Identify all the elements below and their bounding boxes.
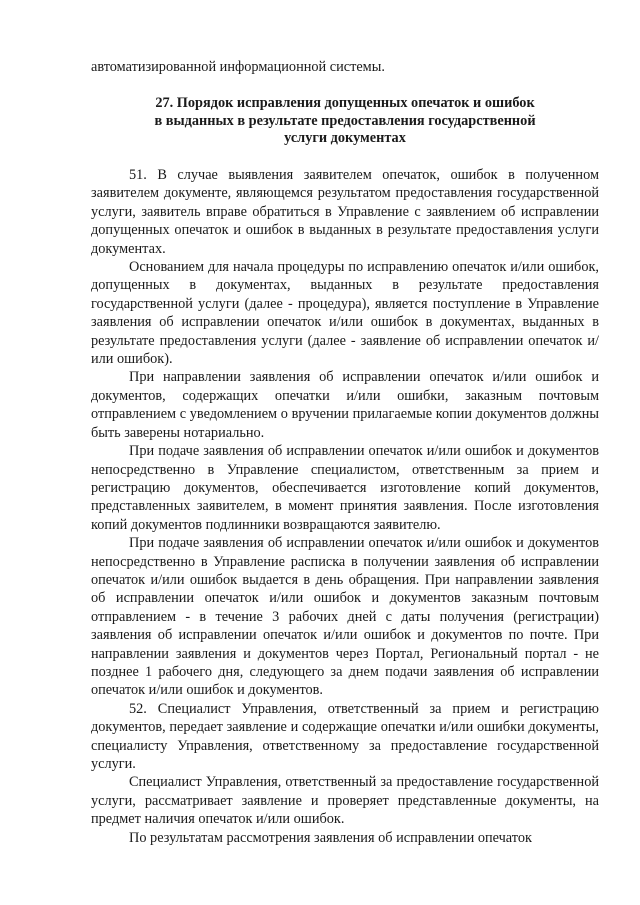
paragraph-results: По результатам рассмотрения заявления об исправлении опечаток — [129, 829, 532, 846]
continuation-text: автоматизированной информационной системы. — [91, 59, 385, 75]
document-page — [91, 58, 599, 847]
document-body — [91, 166, 599, 847]
section-heading-line: услуги документах — [284, 129, 406, 146]
section-heading — [91, 95, 599, 147]
paragraph-mail-submission: При направлении заявления об исправлении опечаток и/или ошибок и документов, содержащих опечатки и/или ошибки, заказным почтовым отправлением с уведомлением о вручении прилагаемые копии документов должны быть заверены нотариально. — [91, 369, 599, 441]
paragraph-direct-submission: При подаче заявления об исправлении опечаток и/или ошибок и документов непосредственно в Управление специалистом, ответственным за прием и регистрацию документов, обеспечивается изготовление копий документов, представленных заявителем, в момент принятия заявления. После изготовления копий документов подлинники возвращаются заявителю. — [91, 443, 599, 533]
paragraph-receipt: При подаче заявления об исправлении опечаток и/или ошибок и документов непосредственно в Управление расписка в получении заявления об исправлении опечаток и/или ошибок выдается в день обращения. При направлении заявления об исправлении опечаток и/или ошибок и документов заказным почтовым отправлением - в течение 3 рабочих дней с даты получения (регистрации) заявления об исправлении опечаток и/или ошибок и документов по почте. При направлении заявления и документов через Портал, Региональный портал - не позднее 1 рабочего дня, следующего за днем подачи заявления об исправлении опечаток и/или ошибок и документов. — [91, 535, 599, 699]
section-heading-line: в выданных в результате предоставления государственной — [154, 112, 536, 129]
paragraph-52: 52. Специалист Управления, ответственный за прием и регистрацию документов, передает заявление и содержащие опечатки и/или ошибки документы, специалисту Управления, ответственному за предоставление государственной услуги. — [91, 700, 599, 773]
paragraph-grounds: Основанием для начала процедуры по исправлению опечаток и/или ошибок, допущенных в документах, выданных в результате предоставления государственной услуги (далее - процедура), является поступление в Управление заявления об исправлении опечаток и/или ошибок в документах, выданных в результате предоставления услуги (далее - заявление об исправлении опечаток и/или ошибок). — [91, 259, 599, 368]
section-heading-line: 27. Порядок исправления допущенных опечаток и ошибок — [155, 95, 535, 112]
paragraph-review: Специалист Управления, ответственный за предоставление государственной услуги, рассматривает заявление и проверяет представленные документы, на предмет наличия опечаток и/или ошибок. — [91, 774, 599, 828]
paragraph-51: 51. В случае выявления заявителем опечаток, ошибок в полученном заявителем документе, являющемся результатом предоставления государственной услуги, заявитель вправе обратиться в Управление с заявлением об исправлении допущенных опечаток и ошибок в выданных в результате предоставления услуги документах. — [91, 167, 599, 257]
